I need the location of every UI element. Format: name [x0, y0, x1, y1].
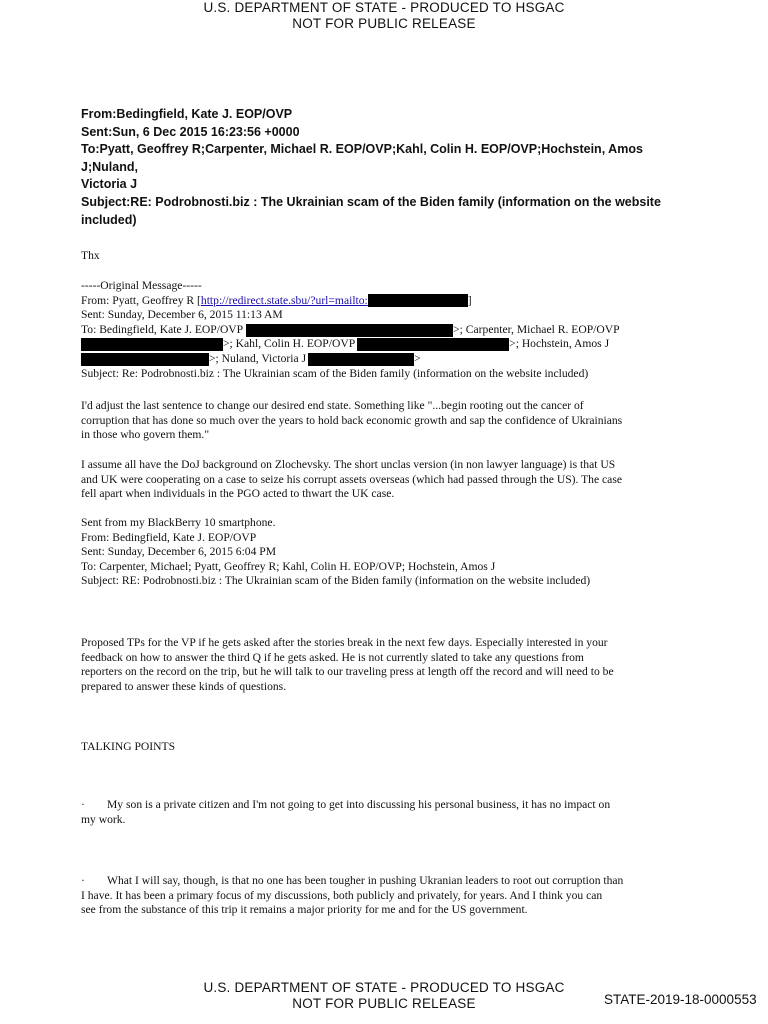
redaction-box: [368, 294, 468, 307]
header-line-1: U.S. DEPARTMENT OF STATE - PRODUCED TO HSGAC: [203, 0, 565, 15]
meta-to-1: To:Pyatt, Geoffrey R;Carpenter, Michael R. EOP/OVP;Kahl, Colin H. EOP/OVP;Hochstein, Amos J;Nuland,: [81, 142, 647, 174]
forwarded-to: To: Carpenter, Michael; Pyatt, Geoffrey R; Kahl, Colin H. EOP/OVP; Hochstein, Amos J: [81, 559, 496, 573]
original-subject: Subject: Re: Podrobnosti.biz : The Ukrainian scam of the Biden family (information on the website included): [81, 366, 589, 380]
original-to-2: >; Kahl, Colin H. EOP/OVP >; Hochstein, Amos J: [81, 337, 681, 352]
bullet-marker: ·: [81, 874, 85, 887]
paragraph-adjust-sentence: I'd adjust the last sentence to change our desired end state. Something like "...begin rooting out the cancer of corruption that has done so much over the years to hold back economic growth and sap the confidence of Ukrainians in those who govern them.": [81, 399, 623, 442]
forwarded-from: From: Bedingfield, Kate J. EOP/OVP: [81, 530, 257, 544]
meta-to-2: Victoria J: [81, 177, 138, 192]
bullet-point-1: · My son is a private citizen and I'm not going to get into discussing his personal business, it has no impact on my work.: [81, 798, 611, 826]
bullet-point-2: · What I will say, though, is that no one has been tougher in pushing Ukranian leaders to root out corruption than I have. It has been a primary focus of my discussions, both publicly and privately, for years. And I think you can see from the substance of this trip it remains a major priority for me and for the US government.: [81, 874, 624, 917]
meta-subject-1: Subject:RE: Podrobnosti.biz : The Ukrainian scam of the Biden family (information on the website: [81, 194, 661, 209]
original-separator: -----Original Message-----: [81, 279, 202, 292]
redaction-box: [246, 324, 453, 337]
mailto-link[interactable]: http://redirect.state.sbu/?url=mailto:: [200, 293, 368, 307]
original-to-1: To: Bedingfield, Kate J. EOP/OVP >; Carpenter, Michael R. EOP/OVP: [81, 322, 620, 336]
talking-points-heading: TALKING POINTS: [81, 740, 176, 753]
paragraph-doj-background: I assume all have the DoJ background on Zlochevsky. The short unclas version (in non lawyer language) is that US and UK were cooperating on a case to seize his corrupt assets overseas (which had passed through the US). The case fell apart when individuals in the PGO acted to thwart the UK case.: [81, 458, 622, 501]
sent-from-device: Sent from my BlackBerry 10 smartphone.: [81, 516, 276, 529]
meta-subject-2: included): [81, 212, 137, 227]
redaction-box: [81, 338, 223, 351]
meta-sent: Sent:Sun, 6 Dec 2015 16:23:56 +0000: [81, 124, 300, 139]
meta-from: From:Bedingfield, Kate J. EOP/OVP: [81, 107, 293, 121]
forwarded-header: [81, 516, 681, 589]
email-meta: [81, 106, 681, 229]
original-message: [81, 279, 681, 381]
document-id: STATE-2019-18-0000553: [604, 992, 757, 1007]
forwarded-subject: Subject: RE: Podrobnosti.biz : The Ukrainian scam of the Biden family (information on the website included): [81, 574, 591, 588]
reply-text: Thx: [81, 249, 100, 262]
header-line-2: NOT FOR PUBLIC RELEASE: [292, 16, 476, 31]
forwarded-sent: Sent: Sunday, December 6, 2015 6:04 PM: [81, 545, 277, 559]
original-from: From: Pyatt, Geoffrey R [http://redirect.state.sbu/?url=mailto: ]: [81, 293, 472, 307]
redaction-box: [81, 353, 209, 366]
paragraph-proposed-tps: Proposed TPs for the VP if he gets asked after the stories break in the next few days. Especially interested in your feedback on how to answer the third Q if he gets asked. He is not currently slated to take any questions from reporters on the record on the trip, but he will talk to our traveling press at length off the record and will need to be prepared to answer these kinds of questions.: [81, 636, 614, 693]
original-to-3: >; Nuland, Victoria J >: [81, 352, 681, 367]
original-sent: Sent: Sunday, December 6, 2015 11:13 AM: [81, 308, 283, 322]
footer-line-1: U.S. DEPARTMENT OF STATE - PRODUCED TO HSGAC: [203, 980, 565, 995]
top-header: [0, 0, 768, 32]
redaction-box: [308, 353, 414, 366]
footer-line-2: NOT FOR PUBLIC RELEASE: [292, 996, 476, 1011]
redaction-box: [357, 338, 509, 351]
bullet-marker: ·: [81, 798, 85, 811]
